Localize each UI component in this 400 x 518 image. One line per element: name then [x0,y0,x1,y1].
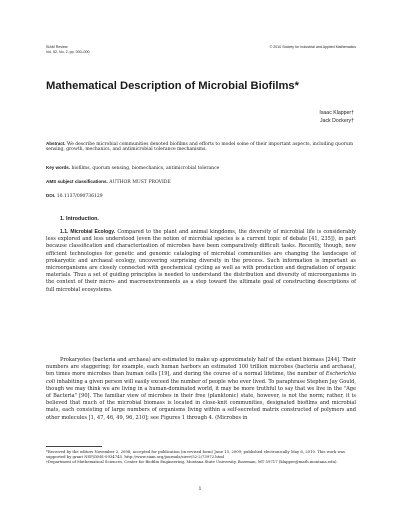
ams-text: AUTHOR MUST PROVIDE [109,180,171,185]
keywords-label: Key words. [46,165,71,170]
doi-label: DOI. [46,193,56,198]
abstract-label: Abstract. [46,141,66,146]
footnotes [46,449,356,464]
paragraph-text: Prokaryotes (bacteria and archaea) are estimated to make up approximately half of the extant biomass [244]. Their numbers are staggering; for example, each human harbors an estimated 100 trillion microbes (bacteria and archaea), ten times more microbes than human cells [19], and during the course of a normal lifetime, the number of [46,357,356,378]
journal-header [46,45,90,55]
abstract-text: We describe microbial communities denoted biofilms and efforts to model some of their important aspects, including quorum sensing, growth, mechanics, and antimicrobial tolerance mechanisms. [46,142,353,153]
copyright-text: © 2010 Society for Industrial and Applied Mathematics [269,45,356,49]
keywords [46,165,356,171]
paper-title: Mathematical Description of Microbial Biofilms* [46,80,300,92]
volume-pages: Vol. 52, No. 2, pp. 000–000 [46,50,90,54]
author-name: Jack Dockery† [319,117,354,124]
abstract [46,141,356,153]
body-paragraph [46,357,356,422]
body-paragraph [46,229,356,294]
footnote-rule [46,446,102,447]
subsection-heading: 1.1. Microbial Ecology. [60,229,116,235]
author-list [319,110,354,126]
doi-text: 10.1137/090736129 [56,194,103,199]
species-name: Escherichia coli [46,371,356,385]
footnote: *Received by the editors November 2, 2008; accepted for publication (in revised form) June 15, 2009; published electronically May 6, 2010. This work was supported by grant NSF/DMS-0934745. http://www.siam.org/journals/sirev/52-2/73972.html [46,449,345,460]
author-name: Isaac Klapper† [319,110,354,116]
section-heading: 1. Introduction. [60,216,99,222]
ams-classifications [46,179,356,185]
keywords-text: biofilms, quorum sensing, biomechanics, antimicrobial tolerance [71,166,220,171]
paragraph-text: inhabiting a given person will easily exceed the number of people who ever lived. To paraphrase Stephen Jay Gould, though we may think we are living in a human-dominated world, it may be more truthful to say that we live in the "Age of Bacteria" [90]. The familiar view of microbes in their free (planktonic) state, however, is not the norm; rather, it is believed that much of the microbial biomass is located in close-knit communities, designated biofilms and microbial mats, each consisting of large numbers of organisms living within a self-secreted matrix constructed of polymers and other molecules [1, 47, 46, 49, 96, 210]; see Figures 1 through 4. (Microbes in [46,378,356,421]
paragraph-text: Compared to the plant and animal kingdoms, the diversity of microbial life is considerably less explored and less understood (even the notion of microbial species is a current topic of debate [41, 235]), in part because classification and characterization of microbes have been comparatively difficult tasks. Recently, though, new efficient technologies for genetic and genomic cataloging of microbial communities are changing the landscape of prokaryotic and archaeal ecology, uncovering surprising diversity in the process. Such information is important as microorganisms are closely connected with geochemical cycling as well as with production and degradation of organic materials. Thus a set of guiding principles is needed to understand the distribution and diversity of microorganisms in the context of their micro- and macroenvironments as a step toward the ultimate goal of constructing descriptions of full microbial ecosystems. [46,229,356,293]
ams-label: AMS subject classifications. [46,179,108,184]
copyright-header [270,45,356,50]
footnote: †Department of Mathematical Sciences, Center for Biofilm Engineering, Montana State University, Bozeman, MT 59717 (klapper@math.montana.edu). [46,459,338,465]
journal-name: SIAM Review [46,45,68,49]
doi [46,193,356,199]
page-number: 1 [198,487,202,492]
